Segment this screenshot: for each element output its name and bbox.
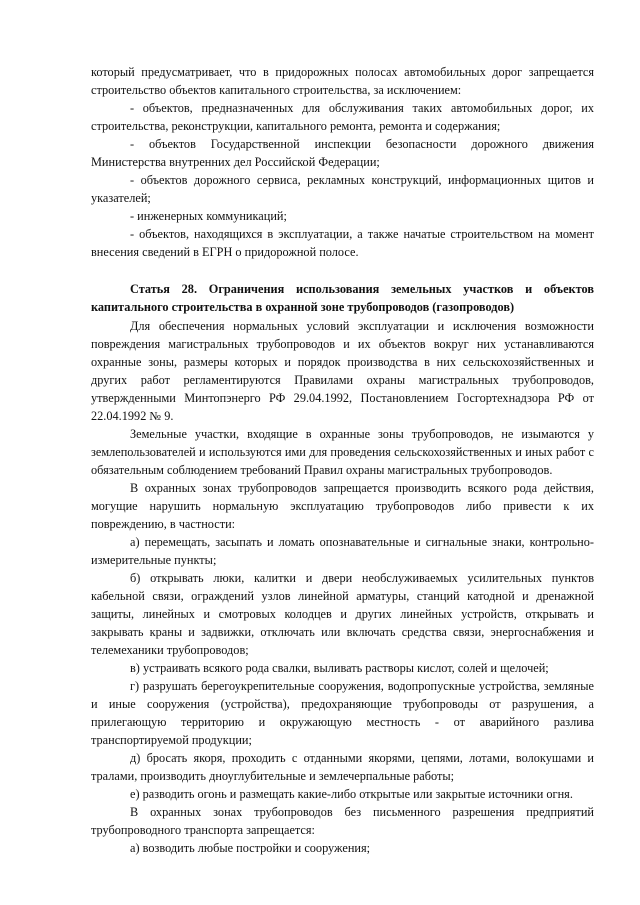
paragraph: В охранных зонах трубопроводов без письменного разрешения предприятий трубопроводного транспорта запрещается: [91, 805, 594, 837]
list-item: г) разрушать берегоукрепительные сооружения, водопропускные устройства, земляные и иные сооружения (устройства), предохраняющие трубопроводы от разрушения, а прилегающую территорию и окружающую местность - от аварийного разлива транспортируемой продукции; [91, 679, 594, 747]
list-item: - объектов, предназначенных для обслуживания таких автомобильных дорог, их строительства, реконструкции, капитального ремонта, ремонта и содержания; [91, 101, 594, 133]
list-item: - объектов Государственной инспекции безопасности дорожного движения Министерства внутренних дел Российской Федерации; [91, 137, 594, 169]
paragraph: который предусматривает, что в придорожных полосах автомобильных дорог запрещается строительство объектов капитального строительства, за исключением: [91, 65, 594, 97]
list-item: д) бросать якоря, проходить с отданными якорями, цепями, лотами, волокушами и тралами, производить дноуглубительные и землечерпальные работы; [91, 751, 594, 783]
paragraph: Земельные участки, входящие в охранные зоны трубопроводов, не изымаются у землепользователей и используются ими для проведения сельскохозяйственных и иных работ с обязательным соблюдением требований Правил охраны магистральных трубопроводов. [91, 427, 594, 477]
article-heading: Статья 28. Ограничения использования земельных участков и объектов капитального строительства в охранной зоне трубопроводов (газопроводов) [91, 282, 594, 314]
document-body [91, 63, 594, 857]
list-item: - инженерных коммуникаций; [130, 209, 287, 223]
list-item: е) разводить огонь и размещать какие-либо открытые или закрытые источники огня. [130, 787, 573, 801]
list-item: - объектов, находящихся в эксплуатации, а также начатые строительством на момент внесения сведений в ЕГРН о придорожной полосе. [91, 227, 594, 259]
paragraph: Для обеспечения нормальных условий эксплуатации и исключения возможности повреждения магистральных трубопроводов и их объектов вокруг них устанавливаются охранные зоны, размеры которых и порядок производства в них сельскохозяйственных и других работ регламентируются Правилами охраны магистральных трубопроводов, утвержденными Минтопэнерго РФ 29.04.1992, Постановлением Госгортехнадзора РФ от 22.04.1992 № 9. [91, 319, 594, 423]
paragraph: В охранных зонах трубопроводов запрещается производить всякого рода действия, могущие нарушить нормальную эксплуатацию трубопроводов либо привести к их повреждению, в частности: [91, 481, 594, 531]
list-item: - объектов дорожного сервиса, рекламных конструкций, информационных щитов и указателей; [91, 173, 594, 205]
list-item: б) открывать люки, калитки и двери необслуживаемых усилительных пунктов кабельной связи, ограждений узлов линейной арматуры, станций катодной и дренажной защиты, линейных и смотровых колодцев и других линейных устройств, открывать и закрывать краны и задвижки, отключать или включать средства связи, энергоснабжения и телемеханики трубопроводов; [91, 571, 594, 657]
list-item: а) перемещать, засыпать и ломать опознавательные и сигнальные знаки, контрольно-измерительные пункты; [91, 535, 594, 567]
list-item: в) устраивать всякого рода свалки, выливать растворы кислот, солей и щелочей; [130, 661, 549, 675]
list-item: а) возводить любые постройки и сооружения; [130, 841, 371, 855]
